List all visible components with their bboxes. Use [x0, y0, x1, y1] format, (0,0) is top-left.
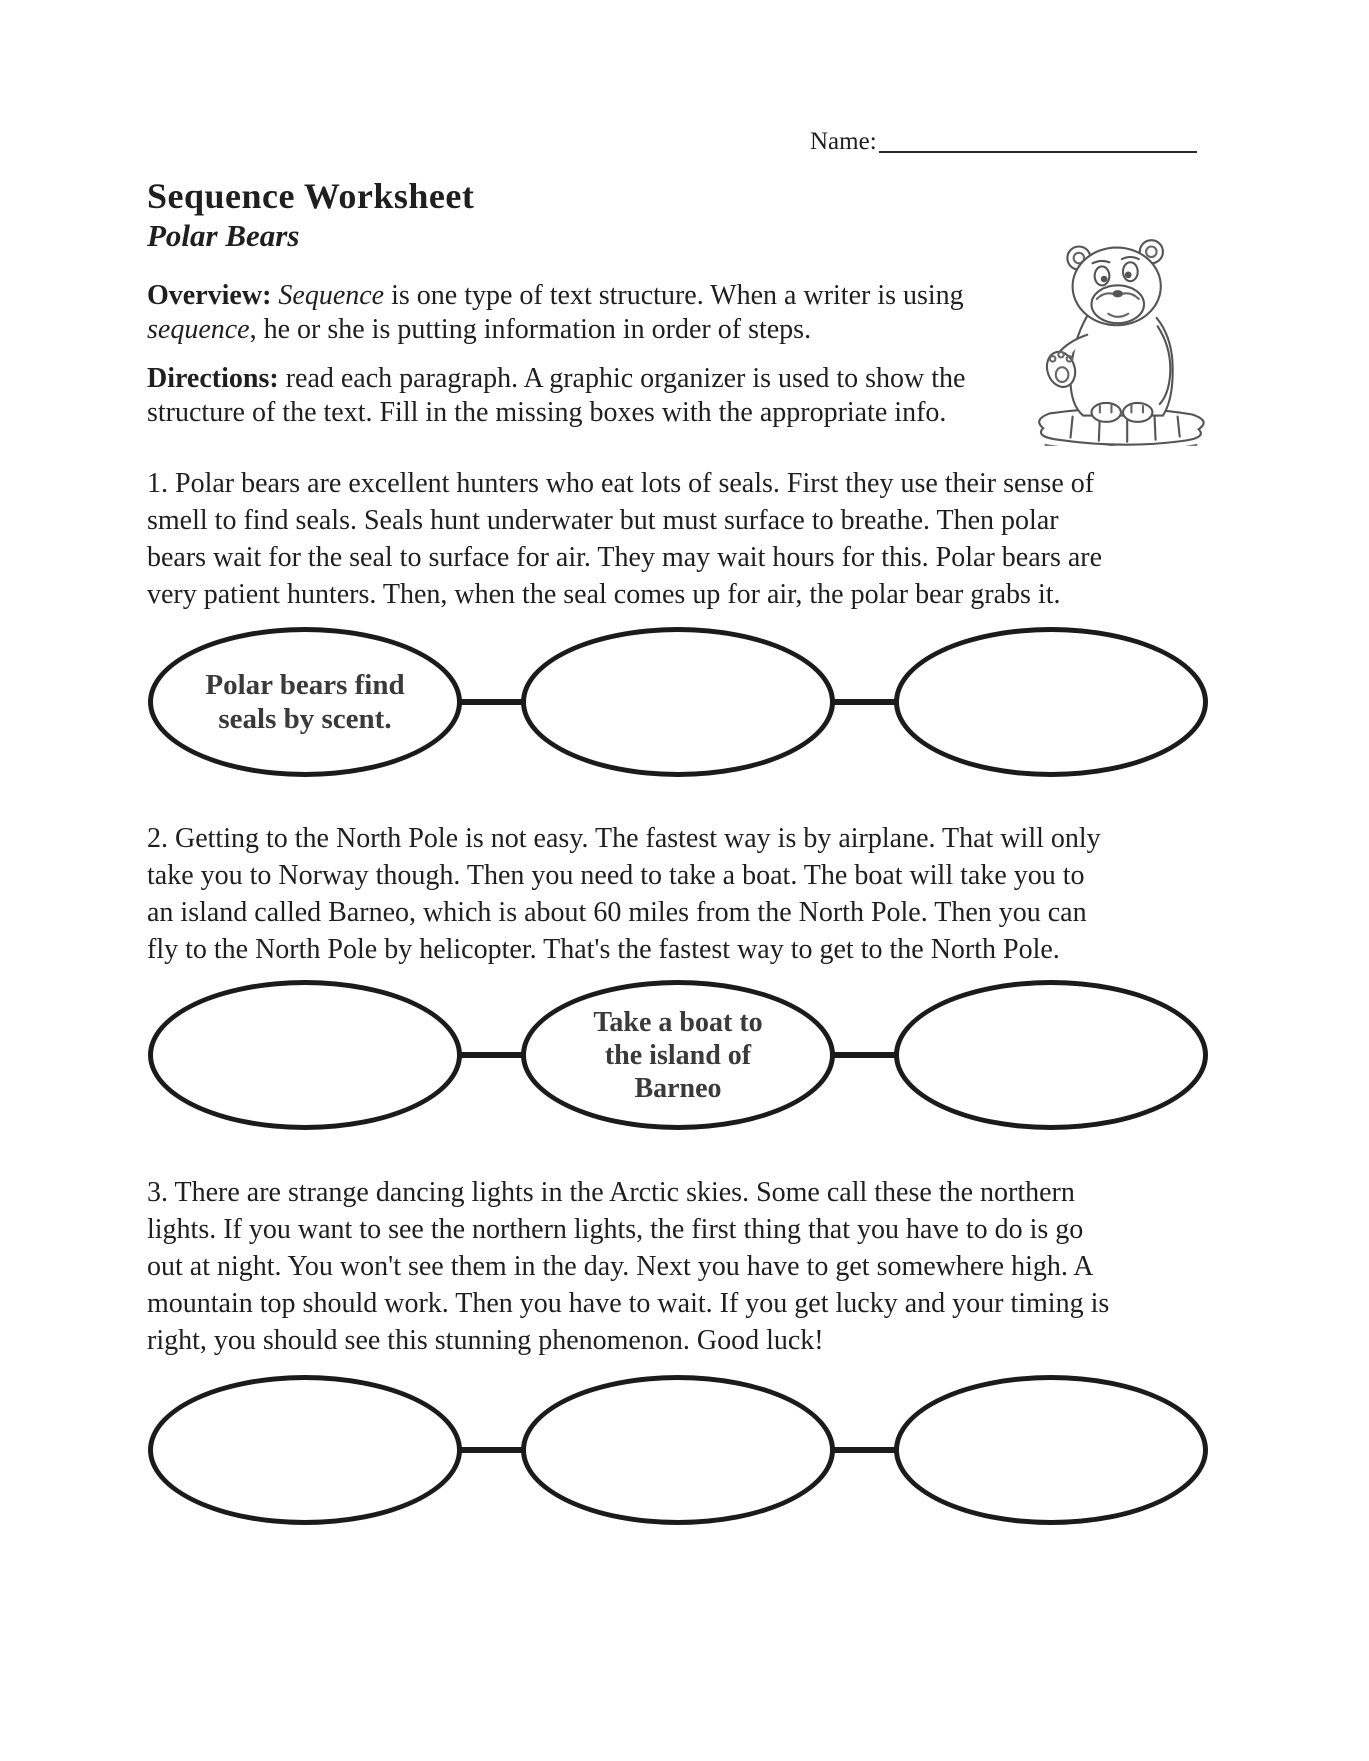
- paragraph-1: 1. Polar bears are excellent hunters who eat lots of seals. First they use their sense of smell to find seals. Seals hunt underwater but must surface to breathe. Then polar bears wait for the seal to surface for air. They may wait hours for this. Polar bears are very patient hunters. Then, when the seal comes up for air, the polar bear grabs it.: [147, 468, 1103, 610]
- paragraph-2: 2. Getting to the North Pole is not easy. The fastest way is by airplane. That will only take you to Norway though. Then you need to take a boat. The boat will take you to an island called Barneo, which is about 60 miles from the North Pole. Then you can fly to the North Pole by helicopter. That's the fastest way to get to the North Pole.: [147, 823, 1101, 965]
- organizer3-connector1: [458, 1447, 524, 1453]
- page-title: Sequence Worksheet: [147, 176, 475, 216]
- organizer1-oval1: [148, 627, 462, 777]
- page-subtitle: Polar Bears: [147, 218, 300, 253]
- organizer2-oval1-empty[interactable]: [148, 980, 462, 1130]
- organizer2-oval2: [521, 980, 835, 1130]
- organizer1-connector1: [458, 699, 524, 705]
- overview-label: Overview:: [147, 280, 272, 311]
- organizer2-connector1: [458, 1052, 524, 1058]
- oval-text: Polar bears find seals by scent.: [205, 669, 405, 735]
- name-fill-in-line[interactable]: [879, 151, 1197, 153]
- organizer3-connector2: [831, 1447, 897, 1453]
- oval-text: Take a boat to the island of Barneo: [593, 1006, 763, 1104]
- paragraph-3: 3. There are strange dancing lights in the Arctic skies. Some call these the northern lights. If you want to see the northern lights, the first thing that you have to do is go out at night. You won't see them in the day. Next you have to get somewhere high. A mountain top should work. Then you have to wait. If you get lucky and your timing is right, you should see this stunning phenomenon. Good luck!: [147, 1177, 1110, 1356]
- organizer1-connector2: [831, 699, 897, 705]
- directions-text: Directions: read each paragraph. A graphic organizer is used to show the structure of the text. Fill in the missing boxes with the appropriate info.: [147, 363, 966, 428]
- organizer3-oval1-empty[interactable]: [148, 1375, 462, 1525]
- overview-text: Overview: Sequence is one type of text structure. When a writer is using sequence, he or she is putting information in order of steps.: [147, 280, 964, 345]
- organizer1-oval2-empty[interactable]: [521, 627, 835, 777]
- organizer2-connector2: [831, 1052, 897, 1058]
- name-label: Name:: [810, 128, 877, 155]
- organizer1-oval3-empty[interactable]: [894, 627, 1208, 777]
- organizer3-oval3-empty[interactable]: [894, 1375, 1208, 1525]
- organizer2-oval3-empty[interactable]: [894, 980, 1208, 1130]
- organizer3-oval2-empty[interactable]: [521, 1375, 835, 1525]
- polar-bear-illustration: [1018, 236, 1228, 446]
- directions-label: Directions:: [147, 363, 279, 394]
